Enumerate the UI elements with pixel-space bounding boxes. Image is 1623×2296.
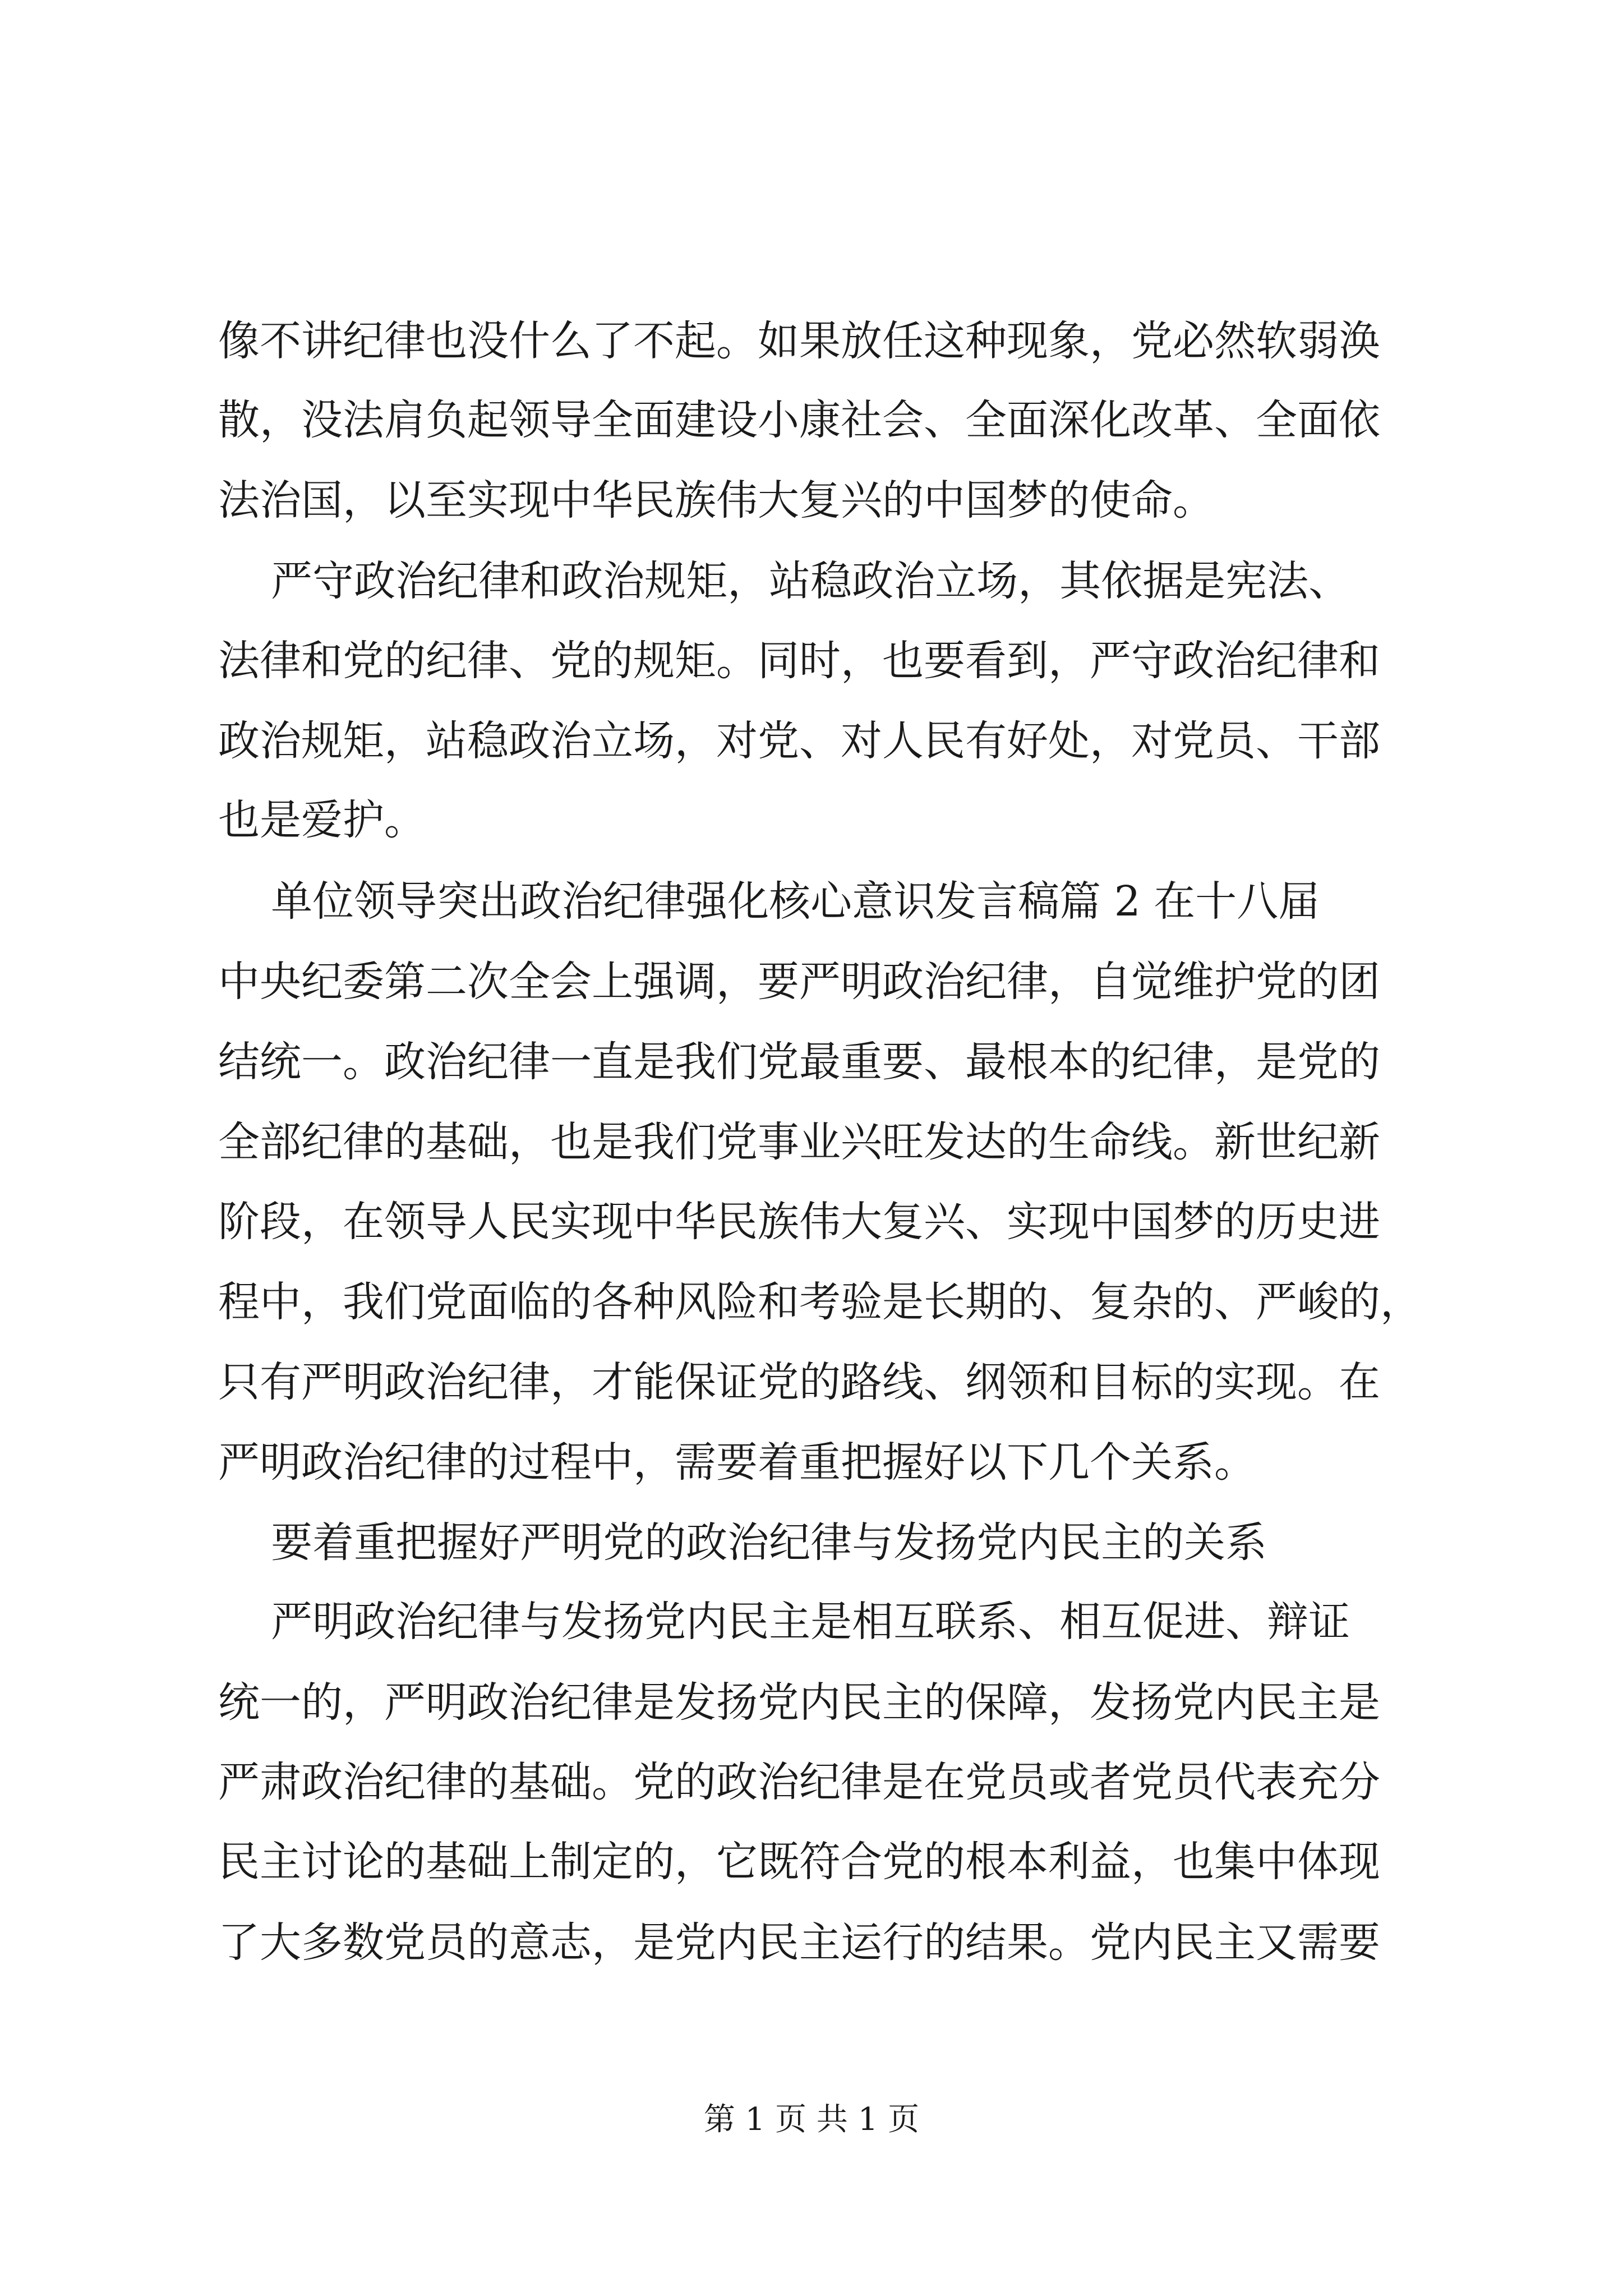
body-text-line: 程中，我们党面临的各种风险和考验是长期的、复杂的、严峻的， [218,1278,1422,1326]
body-text-line: 单位领导突出政治纪律强化核心意识发言稿篇 2 在十八届 [218,877,1320,926]
body-text-line: 只有严明政治纪律，才能保证党的路线、纲领和目标的实现。在 [218,1358,1380,1406]
body-text-line: 结统一。政治纪律一直是我们党最重要、最根本的纪律，是党的 [218,1038,1380,1086]
section-heading: 要着重把握好严明党的政治纪律与发扬党内民主的关系 [218,1519,1267,1567]
body-text-line: 政治规矩，站稳政治立场，对党、对人民有好处，对党员、干部 [218,717,1380,765]
body-text-line: 了大多数党员的意志，是党内民主运行的结果。党内民主又需要 [218,1918,1380,1967]
body-text-line: 民主讨论的基础上制定的，它既符合党的根本利益，也集中体现 [218,1838,1380,1886]
body-text-line: 也是爱护。 [218,796,426,844]
body-text-line: 统一的，严明政治纪律是发扬党内民主的保障，发扬党内民主是 [218,1678,1380,1727]
body-text-line: 严肃政治纪律的基础。党的政治纪律是在党员或者党员代表充分 [218,1758,1380,1806]
body-text-line: 严守政治纪律和政治规矩，站稳政治立场，其依据是宪法、 [218,557,1350,605]
page-number-footer: 第 1 页 共 1 页 [703,2101,920,2138]
body-text-line: 像不讲纪律也没什么了不起。如果放任这种现象，党必然软弱涣 [218,317,1380,365]
body-text-line: 法治国，以至实现中华民族伟大复兴的中国梦的使命。 [218,476,1214,524]
body-text-line: 中央纪委第二次全会上强调，要严明政治纪律，自觉维护党的团 [218,958,1380,1006]
body-text-line: 严明政治纪律的过程中，需要着重把握好以下几个关系。 [218,1438,1256,1487]
body-text-line: 法律和党的纪律、党的规矩。同时，也要看到，严守政治纪律和 [218,637,1380,685]
body-text-line: 全部纪律的基础，也是我们党事业兴旺发达的生命线。新世纪新 [218,1118,1380,1166]
body-text-line: 严明政治纪律与发扬党内民主是相互联系、相互促进、辩证 [218,1598,1350,1646]
body-text-line: 阶段，在领导人民实现中华民族伟大复兴、实现中国梦的历史进 [218,1198,1380,1246]
body-text-line: 散，没法肩负起领导全面建设小康社会、全面深化改革、全面依 [218,396,1380,444]
